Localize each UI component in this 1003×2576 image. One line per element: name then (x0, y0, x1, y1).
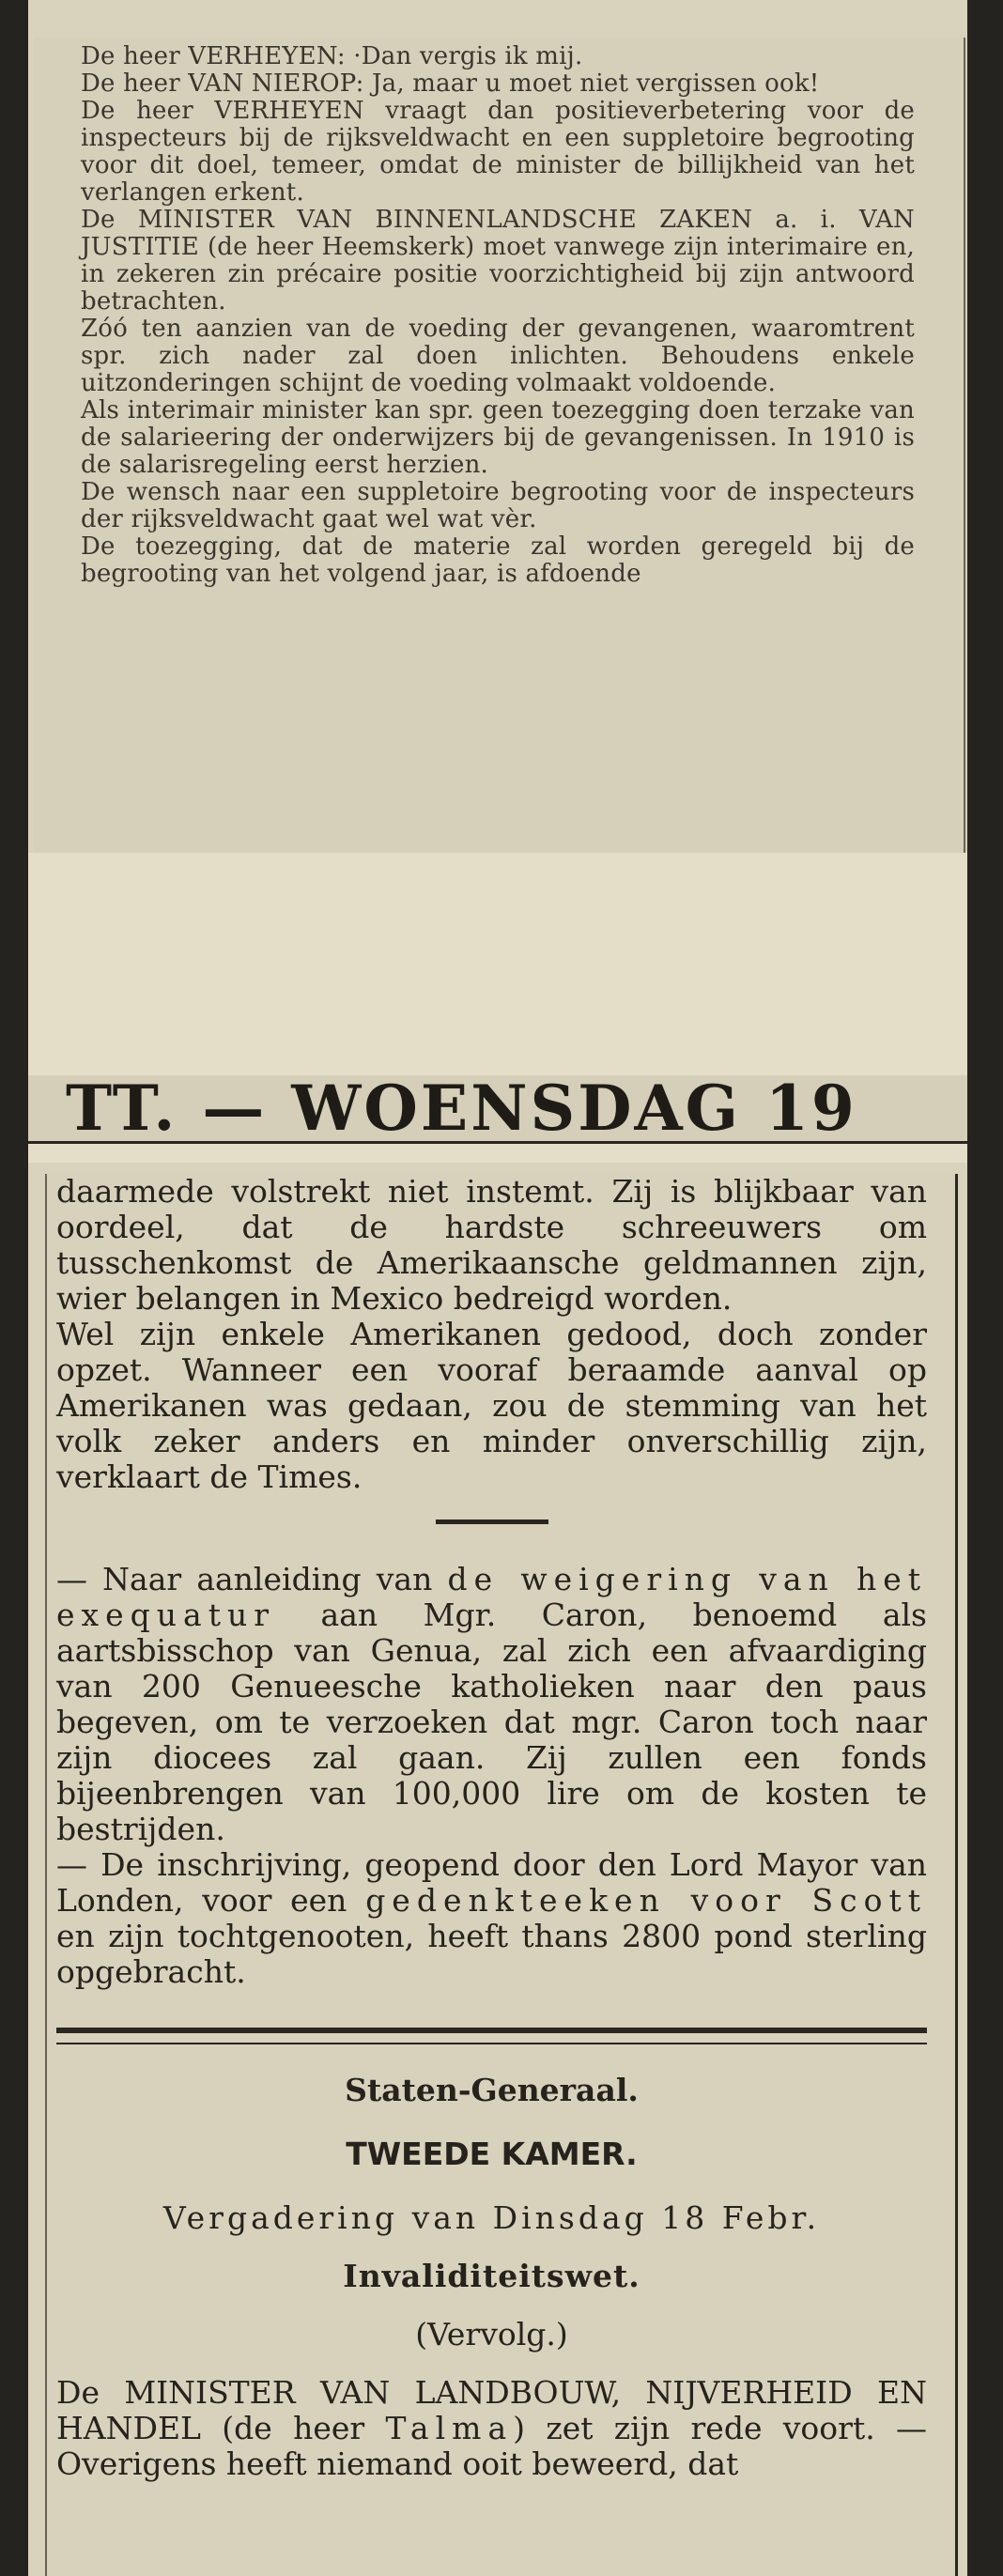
heading-staten-generaal: Staten-Generaal. (345, 2072, 639, 2108)
heading-tweede-kamer: TWEEDE KAMER. (346, 2136, 638, 2172)
paragraph-scott (56, 1847, 927, 1990)
text-run: en zijn tochtgenooten, heeft thans 2800 pond sterling opgebracht. (56, 1918, 927, 1990)
paragraph: De heer VERHEYEN vraagt dan positieverbetering voor de inspecteurs bij de rijksveldwacht en een suppletoire begrooting voor dit doel, temeer, omdat de minister de billijkheid van het verlangen erkent. (81, 97, 915, 207)
paragraph: daarmede volstrekt niet instemt. Zij is blijkbaar van oordeel, dat de hardste schreeuwers om tusschenkomst de Amerikaansche geldmannen zijn, wier belangen in Mexico bedreigd worden. (56, 1173, 927, 1317)
paragraph: De toezegging, dat de materie zal worden geregeld bij de begrooting van het volgend jaar, is afdoende (81, 532, 915, 588)
masthead (28, 1075, 967, 1144)
paragraph-minister (56, 2375, 927, 2482)
section-divider (436, 1519, 548, 1524)
heading-invaliditeitswet: Invaliditeitswet. (343, 2258, 640, 2294)
text-run: — Naar aanleiding van (56, 1561, 448, 1597)
spaced-text: Talma (385, 2410, 514, 2446)
paragraph: De heer VERHEYEN: ·Dan vergis ik mij. (81, 42, 583, 70)
text-run: De MINISTER VAN LANDBOUW, NIJVERHEID EN HANDEL (de heer (56, 2374, 927, 2446)
text-run: ) zet zijn rede voort. — Overigens heeft niemand ooit beweerd, dat (56, 2410, 928, 2482)
paragraph: Wel zijn enkele Amerikanen gedood, doch zonder opzet. Wanneer een vooraf beraamde aanval op Amerikanen was gedaan, zou de stemming van het volk zeker anders en minder onverschillig zijn, verklaart de Times. (56, 1316, 927, 1495)
paragraph: De wensch naar een suppletoire begrooting voor de inspecteurs der rijksveldwacht gaat wel wat vèr. (81, 478, 915, 533)
text-run: — De inschrijving, geopend door den Lord Mayor van Londen, voor een (56, 1846, 927, 1919)
paragraph-caron (56, 1562, 927, 1847)
spaced-text: de weigering van het exequatur (56, 1561, 927, 1633)
paragraph: De heer VAN NIEROP: Ja, maar u moet niet vergissen ook! (81, 69, 820, 98)
masthead-title: TT. — WOENSDAG 19 (66, 1075, 857, 1144)
double-rule (56, 2028, 927, 2044)
spaced-text: gedenkteeken voor Scott (365, 1882, 927, 1919)
text-run: aan Mgr. Caron, benoemd als aartsbisschop van Genua, zal zich een afvaardiging van 200 Genueesche katholieken naar den paus begeven, om te verzoeken dat mgr. Caron toch naar zijn diocees zal gaan. Zij zullen een fonds bijeenbrengen van 100,000 lire om de kosten te bestrijden. (56, 1597, 927, 1847)
top-clipping (34, 38, 965, 853)
heading-vervolg: (Vervolg.) (415, 2316, 568, 2352)
paragraph: Als interimair minister kan spr. geen toezegging doen terzake van de salarieering der onderwijzers bij de gevangenissen. In 1910 is de salarisregeling eerst herzien. (81, 396, 915, 479)
paragraph: De MINISTER VAN BINNENLANDSCHE ZAKEN a. i. VAN JUSTITIE (de heer Heemskerk) moet vanwege zijn interimaire en, in zekeren zin précaire positie voorzichtigheid bij zijn antwoord betrachten. (81, 206, 915, 316)
heading-vergadering: Vergadering van Dinsdag 18 Febr. (162, 2199, 821, 2236)
paragraph: Zóó ten aanzien van de voeding der gevangenen, waaromtrent spr. zich nader zal doen inlichten. Behoudens enkele uitzonderingen schijnt de voeding volmaakt voldoende. (81, 315, 915, 397)
bottom-clipping (45, 1174, 958, 2576)
